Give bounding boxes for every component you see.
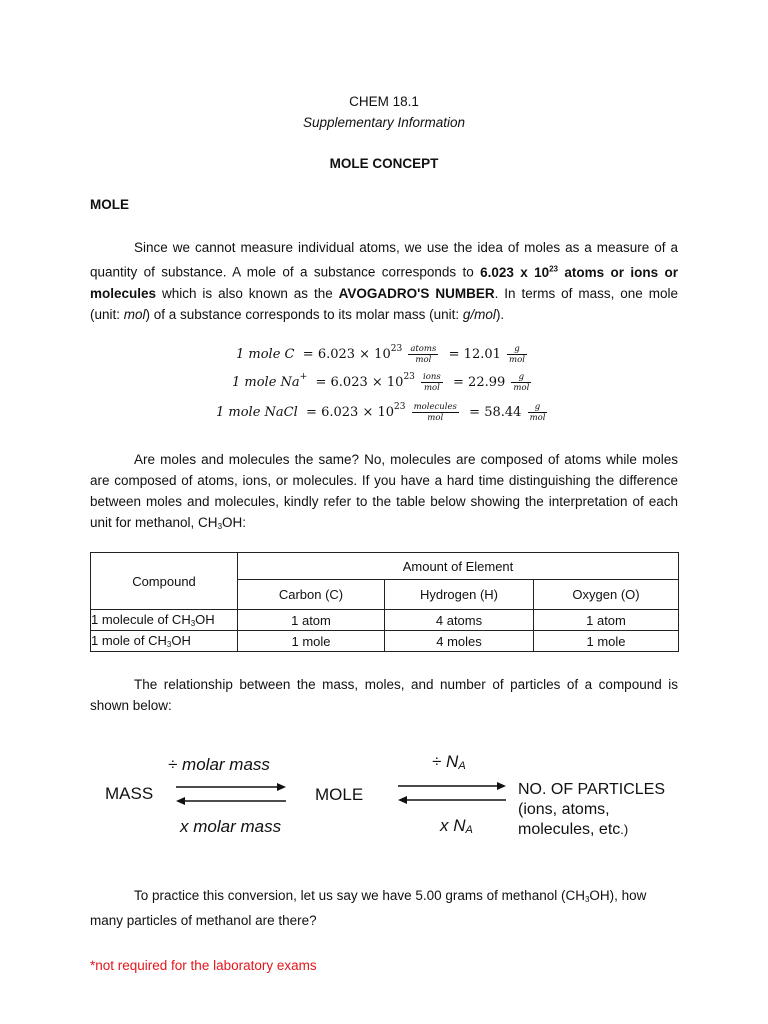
footnote: *not required for the laboratory exams <box>90 958 317 973</box>
para1-text-2: which is also known as the <box>156 285 339 301</box>
equation-lhs: 1 mole C <box>236 347 295 362</box>
section-heading: MOLE <box>90 197 129 212</box>
avogadro-exponent: 23 <box>549 264 559 273</box>
mass-unit-fraction: $\frac{g}{\text{mol}}$ <box>509 344 525 365</box>
para1-text-3: . In terms of mass, one mole (unit: <box>90 285 679 322</box>
multiply-avogadro-label: x $N_A$ <box>440 816 473 836</box>
table-row <box>91 610 679 631</box>
compound-cell: 1 mole of $CH_3OH$ <box>91 631 238 652</box>
particles-label: NO. OF PARTICLES (ions, atoms, molecules, etc.) <box>518 781 665 838</box>
methanol-interpretation-table <box>90 552 679 652</box>
unit-g-per-mol: g/mol <box>462 306 496 322</box>
left-arrowhead <box>398 796 407 804</box>
right-arrowhead <box>497 782 506 790</box>
table-cell: 1 mole <box>534 631 679 652</box>
para1-text-1: Since we cannot measure individual atoms, we use the idea of moles as a measure of a quantity of substance. A mole of a substance corresponds to <box>90 240 678 280</box>
para2-text: Are moles and molecules the same? No, molecules are composed of atoms while moles are composed of atoms, ions, or molecules. If you have a hard time distinguishing the difference between moles and molecules, kindly refer to the table below showing the interpretation of each unit for methanol, CH <box>90 452 678 530</box>
equation-sodium-ion: 1 mole $Na^+ = 6.023 \times 10^{23}$ $\frac{\text{ions}}{\text{mol}}$ = 22.99 $\frac{g}{\text{mol}}$ <box>232 372 530 393</box>
unit-fraction: $\frac{\text{atoms}}{\text{mol}}$ <box>410 344 437 365</box>
paragraph-practice: To practice this conversion, let us say we have 5.00 grams of methanol $(CH_3OH)$, how many particles of methanol are there? <box>90 888 647 928</box>
document-subtitle: Supplementary Information <box>302 115 466 130</box>
divide-avogadro-label: ÷ $N_A$ <box>432 752 466 772</box>
unit-fraction: $\frac{\text{ions}}{\text{mol}}$ <box>423 372 441 393</box>
multiply-molar-mass-label: x molar mass <box>180 817 282 836</box>
table-cell: 1 atom <box>238 610 385 631</box>
paragraph-moles-vs-molecules: Are moles and molecules the same? No, molecules are composed of atoms while moles are composed of atoms, ions, or molecules. If you have a hard time distinguishing the difference between moles and molecules, kindly refer to the table below showing the interpretation of each unit for methanol, $CH_3OH$: <box>90 452 678 531</box>
avogadro-entities: atoms or ions or molecules <box>90 264 678 301</box>
divide-molar-mass-label: ÷ molar mass <box>168 755 270 774</box>
course-code: CHEM 18.1 <box>349 94 419 109</box>
mass-unit-fraction: $\frac{g}{\text{mol}}$ <box>529 402 546 423</box>
avogadro-term: 6.023 × 10 <box>317 347 391 362</box>
equation-carbon: 1 mole $C = 6.023 \times 10^{23}$ $\frac{\text{atoms}}{\text{mol}}$ = 12.01 $\frac{g}{\text{mol}}$ <box>236 344 525 365</box>
paragraph-mole-definition <box>90 237 678 325</box>
column-header: Oxygen (O) <box>534 580 679 610</box>
compound-header: Compound <box>91 553 238 610</box>
column-header: Hydrogen (H) <box>385 580 534 610</box>
avogadro-name: AVOGADRO'S NUMBER <box>338 285 495 301</box>
avogadro-value: 6.023 x 10 <box>480 264 550 280</box>
table-cell: 1 mole <box>238 631 385 652</box>
equation-sodium-chloride: 1 mole NaCl = $6.023 \times 10^{23}$ $\frac{\text{molecules}}{\text{mol}}$ = 58.44 $\frac{g}{\text{mol}}$ <box>216 402 546 423</box>
mass-label: MASS <box>105 784 154 803</box>
mass-unit-fraction: $\frac{g}{\text{mol}}$ <box>513 372 530 393</box>
paragraph-relationship: The relationship between the mass, moles, and number of particles of a compound is shown below: <box>90 677 678 713</box>
mole-label: MOLE <box>315 785 364 804</box>
exponent: 23 <box>390 344 403 354</box>
ion-charge: + <box>299 372 308 382</box>
unit-fraction: $\frac{\text{molecules}}{\text{mol}}$ <box>413 402 457 423</box>
avogadro-term: 6.023 × 10 <box>321 405 395 420</box>
table-cell: 4 moles <box>385 631 534 652</box>
equation-lhs: 1 mole Na <box>232 375 300 390</box>
equation-lhs: 1 mole NaCl <box>216 405 298 420</box>
table-cell: 4 atoms <box>385 610 534 631</box>
exponent: 23 <box>394 402 406 412</box>
right-arrowhead <box>277 783 286 791</box>
column-header: Carbon (C) <box>238 580 385 610</box>
topic-title: MOLE CONCEPT <box>329 156 439 171</box>
unit-mol: mol <box>123 306 146 322</box>
avogadro-term: 6.023 × 10 <box>330 375 404 390</box>
molar-mass: 58.44 <box>484 405 522 420</box>
table-row <box>91 631 679 652</box>
molar-mass: 12.01 <box>463 347 501 362</box>
table-cell: 1 atom <box>534 610 679 631</box>
left-arrowhead <box>176 797 185 805</box>
compound-cell: 1 molecule of $CH_3OH$ <box>91 610 238 631</box>
molar-mass: 22.99 <box>468 375 506 390</box>
para1-text-4: ) of a substance corresponds to its molar mass (unit: <box>145 306 463 322</box>
exponent: 23 <box>403 372 415 382</box>
conversion-arrows <box>170 780 510 810</box>
amount-header: Amount of Element <box>238 553 679 580</box>
para1-text-5: ). <box>495 306 505 322</box>
